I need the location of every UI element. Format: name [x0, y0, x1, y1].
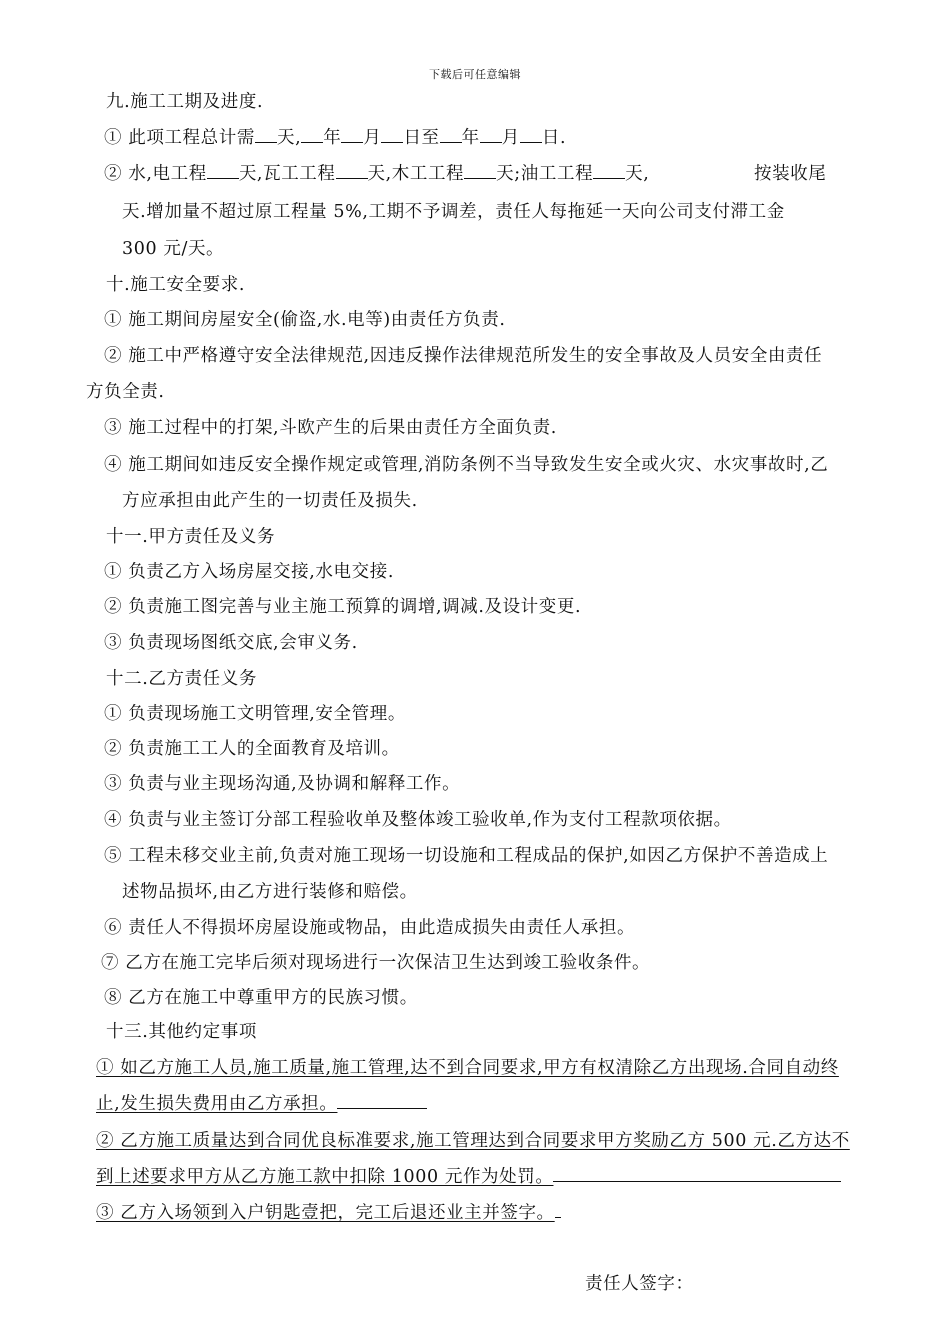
signature-label: 责任人签字： [585, 1274, 694, 1294]
s9-l1-c: 年 [323, 128, 342, 148]
section-12-item-4: ④ 负责与业主签订分部工程验收单及整体竣工验收单,作为支付工程款项依据。 [104, 810, 732, 830]
section-13-title: 十三.其他约定事项 [106, 1022, 257, 1042]
blank-days [255, 128, 277, 143]
s9-l2-a: ② 水,电工程 [104, 164, 207, 184]
section-13-item-1: ① 如乙方施工人员,施工质量,施工管理,达不到合同要求,甲方有权清除乙方出现场.合同自动终 [96, 1058, 839, 1078]
section-11-item-1: ① 负责乙方入场房屋交接,水电交接. [104, 562, 394, 582]
s9-l1-g: 月 [501, 128, 520, 148]
section-12-item-8: ⑧ 乙方在施工中尊重甲方的民族习惯。 [104, 988, 418, 1008]
section-13-item-1-cont [96, 1093, 427, 1115]
s9-l2-e: 天, [625, 164, 650, 184]
section-10-title: 十.施工安全要求. [106, 275, 246, 295]
section-11-title: 十一.甲方责任及义务 [106, 527, 276, 547]
section-10-item-4: ④ 施工期间如违反安全操作规定或管理,消防条例不当导致发生安全或火灾、水灾事故时,乙 [104, 455, 829, 475]
s13-i3-text: ③ 乙方入场领到入户钥匙壹把，完工后退还业主并签字。 [96, 1203, 555, 1223]
section-9-item-2 [104, 163, 649, 185]
section-9-line-3: 天.增加量不超过原工程量 5%,工期不予调差，责任人每拖延一天向公司支付滞工金 [122, 202, 785, 222]
blank-tile-days [336, 164, 368, 179]
blank-day [381, 128, 403, 143]
blank-paint-days [593, 164, 625, 179]
section-12-item-1: ① 负责现场施工文明管理,安全管理。 [104, 704, 406, 724]
s9-l2-d: 天;油工工程 [496, 164, 594, 184]
section-9-item-1 [104, 127, 566, 149]
section-10-item-2-cont: 方负全责. [86, 382, 165, 402]
section-10-item-2: ② 施工中严格遵守安全法律规范,因违反操作法律规范所发生的安全事故及人员安全由责任 [104, 346, 823, 366]
blank-month [341, 128, 363, 143]
underline-fill-3 [555, 1203, 561, 1218]
blank-year-2 [440, 128, 462, 143]
section-10-item-3: ③ 施工过程中的打架,斗欧产生的后果由责任方全面负责. [104, 418, 557, 438]
s13-i1b-text: 止,发生损失费用由乙方承担。 [96, 1094, 338, 1114]
section-12-item-3: ③ 负责与业主现场沟通,及协调和解释工作。 [104, 774, 461, 794]
section-12-item-6: ⑥ 责任人不得损坏房屋设施或物品，由此造成损失由责任人承担。 [104, 918, 636, 938]
s9-l1-d: 月 [363, 128, 382, 148]
s9-l1-b: 天, [276, 128, 302, 148]
section-12-item-2: ② 负责施工工人的全面教育及培训。 [104, 739, 400, 759]
s9-l1-e: 日至 [403, 128, 440, 148]
section-13-item-2: ② 乙方施工质量达到合同优良标准要求,施工管理达到合同要求甲方奖励乙方 500 元.乙方达不 [96, 1131, 850, 1151]
section-12-item-5-cont: 述物品损坏,由乙方进行装修和赔偿。 [122, 882, 418, 902]
section-12-item-5: ⑤ 工程未移交业主前,负责对施工现场一切设施和工程成品的保护,如因乙方保护不善造成上 [104, 846, 829, 866]
s9-l2-b: 天,瓦工工程 [238, 164, 336, 184]
section-9-title: 九.施工工期及进度. [106, 92, 264, 112]
section-9-item-2-tail: 按装收尾 [754, 164, 827, 184]
blank-wood-days [464, 164, 496, 179]
section-12-title: 十二.乙方责任义务 [106, 669, 257, 689]
section-12-item-7: ⑦ 乙方在施工完毕后须对现场进行一次保洁卫生达到竣工验收条件。 [101, 953, 651, 973]
section-13-item-3 [96, 1202, 561, 1224]
blank-electric-days [207, 164, 239, 179]
s9-l1-a: ① 此项工程总计需 [104, 128, 255, 148]
blank-month-2 [480, 128, 502, 143]
section-13-item-2-cont [96, 1166, 841, 1188]
section-11-item-3: ③ 负责现场图纸交底,会审义务. [104, 633, 358, 653]
section-10-item-4-cont: 方应承担由此产生的一切责任及损失. [122, 491, 418, 511]
s9-l1-h: 日. [541, 128, 567, 148]
section-11-item-2: ② 负责施工图完善与业主施工预算的调增,调减.及设计变更. [104, 597, 582, 617]
underline-fill-2 [553, 1167, 841, 1182]
section-10-item-1: ① 施工期间房屋安全(偷盗,水.电等)由责任方负责. [104, 310, 506, 330]
s13-i2b-text: 到上述要求甲方从乙方施工款中扣除 1000 元作为处罚。 [96, 1167, 554, 1187]
section-9-line-4: 300 元/天。 [122, 239, 225, 259]
blank-day-2 [520, 128, 542, 143]
blank-year [301, 128, 323, 143]
s9-l2-c: 天,木工工程 [367, 164, 465, 184]
s9-l1-f: 年 [461, 128, 480, 148]
page-header: 下载后可任意编辑 [429, 68, 521, 81]
underline-fill [337, 1094, 427, 1109]
